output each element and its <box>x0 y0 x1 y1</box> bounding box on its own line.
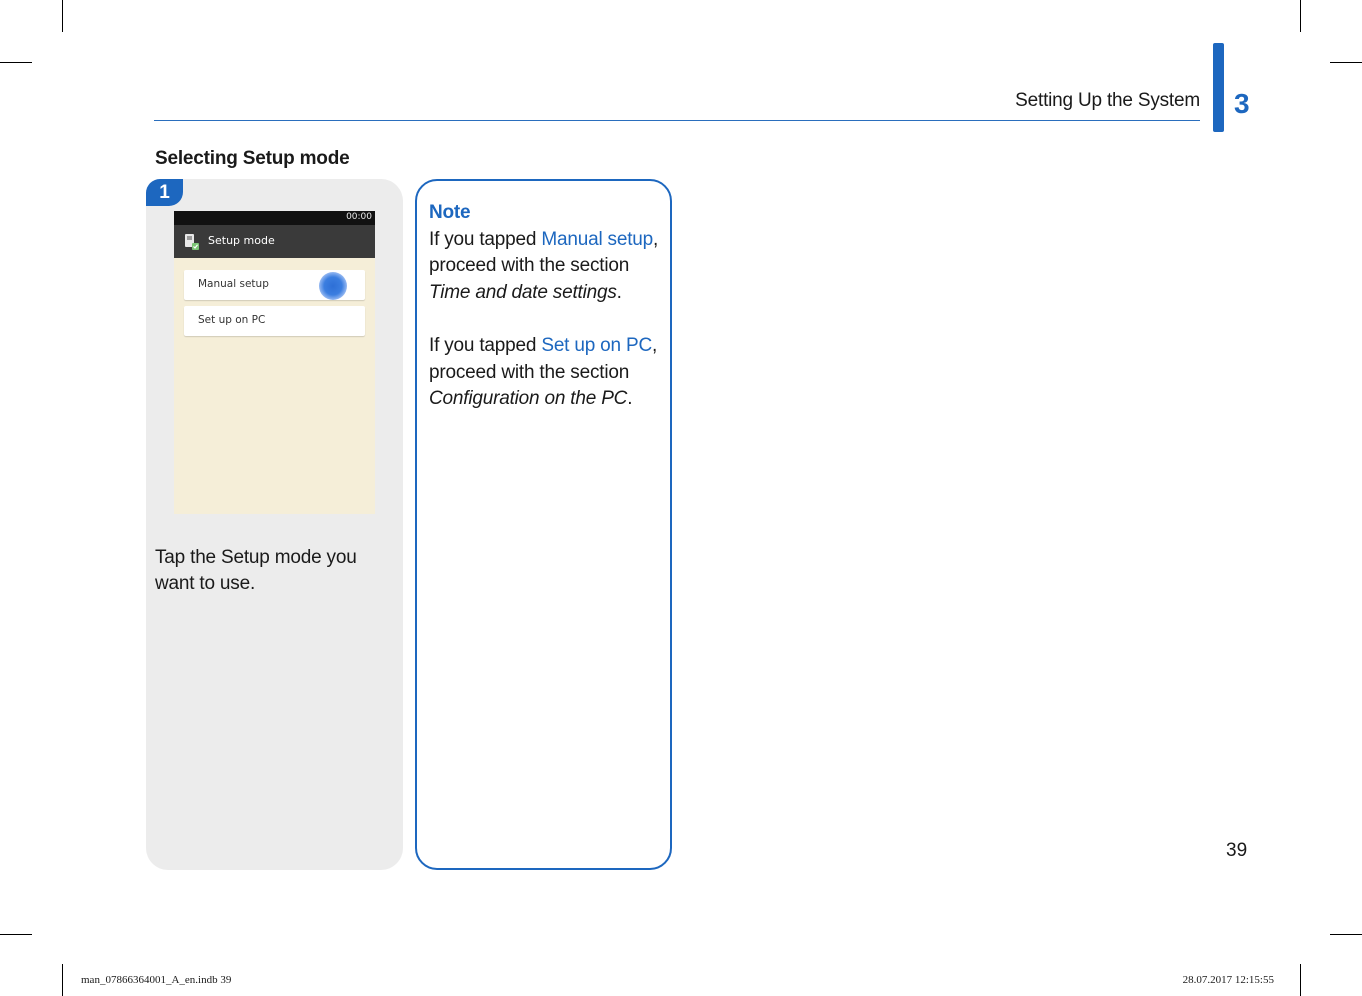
manual-setup-term: Manual setup <box>541 228 654 250</box>
crop-mark <box>1300 964 1301 996</box>
screen-title: Setup mode <box>208 234 275 247</box>
note-text: If you tapped <box>429 335 542 356</box>
option-label: Set up on PC <box>198 314 266 326</box>
setup-on-pc-term: Set up on PC <box>541 335 652 356</box>
screen-title-bar <box>174 225 375 258</box>
crop-mark <box>62 0 63 32</box>
crop-mark <box>1300 0 1301 32</box>
crop-mark <box>1330 62 1362 63</box>
step-number-badge: 1 <box>146 179 183 206</box>
device-screenshot <box>174 211 375 514</box>
note-text: , proceed with the section <box>429 335 658 383</box>
footer-datetime: 28.07.2017 12:15:55 <box>1182 974 1274 986</box>
note-text: . <box>616 281 622 303</box>
chapter-title: Setting Up the System <box>1015 90 1200 111</box>
section-reference: Configuration on the PC <box>429 388 628 409</box>
chapter-tab-bar <box>1213 43 1224 132</box>
setup-on-pc-option[interactable] <box>184 306 365 336</box>
tap-indicator-icon <box>319 272 347 300</box>
note-paragraph <box>429 227 661 307</box>
note-text: , proceed with the section <box>429 228 659 276</box>
status-bar <box>174 211 375 225</box>
header-rule <box>154 120 1200 121</box>
note-content <box>429 200 661 413</box>
crop-mark <box>62 964 63 996</box>
step-instruction: Tap the Setup mode you want to use. <box>155 547 357 594</box>
footer-file-info: man_07866364001_A_en.indb 39 <box>81 974 232 986</box>
note-text: If you tapped <box>429 228 542 250</box>
section-heading: Selecting Setup mode <box>155 148 350 169</box>
crop-mark <box>1330 934 1362 935</box>
chapter-number: 3 <box>1234 88 1250 119</box>
section-reference: Time and date settings <box>429 281 617 303</box>
note-text: . <box>627 388 633 409</box>
meter-settings-icon <box>184 233 200 251</box>
crop-mark <box>0 934 32 935</box>
page-number: 39 <box>1226 840 1248 861</box>
note-paragraph <box>429 333 661 413</box>
note-title: Note <box>429 202 471 223</box>
status-clock: 00:00 <box>346 212 372 222</box>
option-label: Manual setup <box>198 278 269 290</box>
crop-mark <box>0 62 32 63</box>
